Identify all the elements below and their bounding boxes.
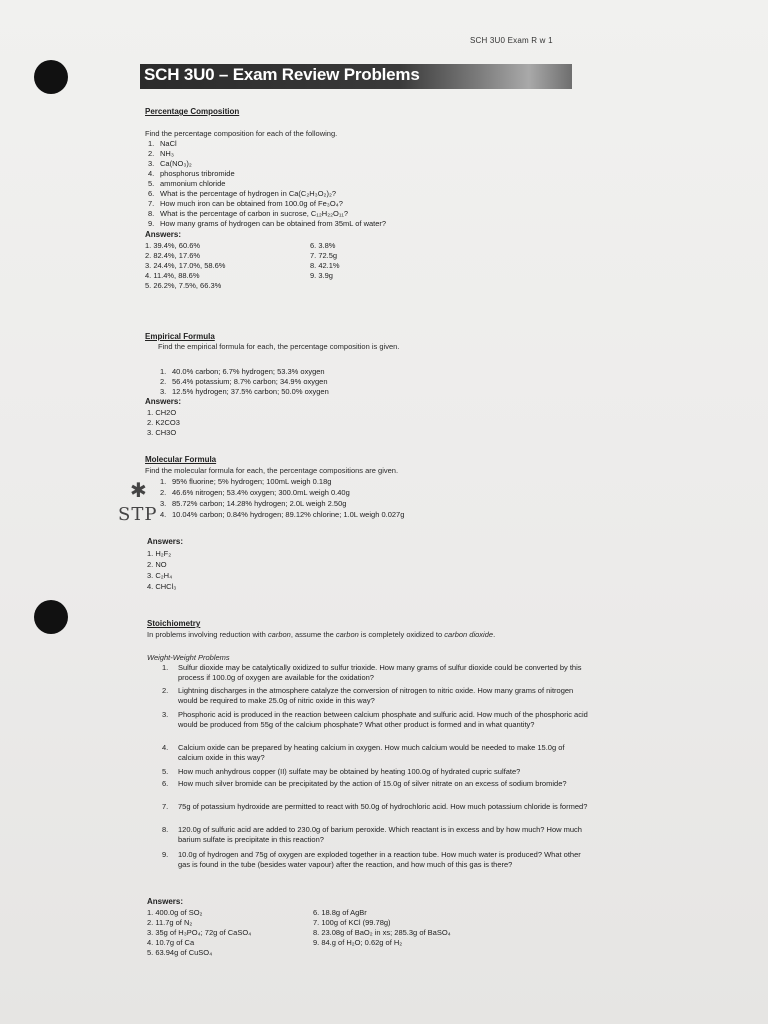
list-num: 5. — [162, 767, 169, 776]
answer: 4. 10.7g of Ca — [147, 938, 195, 947]
stoich-answers-label: Answers: — [147, 897, 184, 906]
answer: 3. C₂H₄ — [147, 571, 173, 580]
title-banner — [140, 64, 572, 89]
stoich-heading: Stoichiometry — [147, 619, 201, 628]
answer: 7. 100g of KCl (99.78g) — [313, 918, 391, 927]
stoich-subheading: Weight-Weight Problems — [147, 653, 230, 662]
stoich-intro: In problems involving reduction with carbon, assume the carbon is completely oxidized to carbon dioxide. — [147, 630, 496, 639]
empirical-intro: Find the empirical formula for each, the percentage composition is given. — [158, 342, 400, 351]
list-item: 7. How much iron can be obtained from 100.0g of Fe₃O₄? — [148, 199, 343, 208]
list-item: 2. NH₃ — [148, 149, 174, 158]
list-item: How much anhydrous copper (II) sulfate may be obtained by heating 100.0g of hydrated cupric sulfate? — [178, 767, 521, 776]
answer: 9. 3.9g — [310, 271, 333, 280]
handwritten-stp-note: STP — [118, 504, 158, 525]
page-title: SCH 3U0 – Exam Review Problems — [144, 65, 420, 84]
percentage-answers-label: Answers: — [145, 230, 182, 239]
list-item: 2. 56.4% potassium; 8.7% carbon; 34.9% oxygen — [160, 377, 328, 386]
answer: 2. K2CO3 — [147, 418, 180, 427]
punch-hole-top — [34, 60, 68, 94]
list-num: 2. — [162, 686, 169, 695]
list-item: 1. NaCl — [148, 139, 177, 148]
list-item: 4. phosphorus tribromide — [148, 169, 235, 178]
list-item: 3. 12.5% hydrogen; 37.5% carbon; 50.0% oxygen — [160, 387, 329, 396]
list-item: Lightning discharges in the atmosphere catalyze the conversion of nitrogen to nitric oxide. How many grams of nitrogen would be required to make 25.0g of nitric oxide in this way? — [178, 686, 574, 705]
list-item: 9. How many grams of hydrogen can be obtained from 35mL of water? — [148, 219, 387, 228]
answer: 8. 42.1% — [310, 261, 340, 270]
list-item: 3. Ca(NO₃)₂ — [148, 159, 192, 168]
running-title: SCH 3U0 Exam R w 1 — [470, 36, 553, 45]
list-item: 5. ammonium chloride — [148, 179, 226, 188]
answer: 2. 82.4%, 17.6% — [145, 251, 201, 260]
list-item: Calcium oxide can be prepared by heating calcium in oxygen. How much calcium would be needed to make 15.0g of calcium oxide in this way? — [178, 743, 565, 762]
list-num: 6. — [162, 779, 169, 788]
list-num: 3. — [162, 710, 169, 719]
answer: 7. 72.5g — [310, 251, 338, 260]
answer: 5. 63.94g of CuSO₄ — [147, 948, 213, 957]
list-item: 120.0g of sulfuric acid are added to 230.0g of barium peroxide. Which reactant is in excess and by how much? How much barium sulfate is precipitate in this reaction? — [178, 825, 582, 844]
empirical-answers-label: Answers: — [145, 397, 182, 406]
list-num: 4. — [162, 743, 169, 752]
answer: 6. 18.8g of AgBr — [313, 908, 367, 917]
molecular-answers-label: Answers: — [147, 537, 184, 546]
answer: 4. 11.4%, 88.6% — [145, 271, 200, 280]
handwritten-star-mark: ✱ — [130, 478, 147, 502]
answer: 8. 23.08g of BaO₂ in xs; 285.3g of BaSO₄ — [313, 928, 451, 937]
percentage-intro: Find the percentage composition for each of the following. — [145, 129, 338, 138]
list-item: How much silver bromide can be precipitated by the action of 15.0g of silver nitrate on an excess of sodium bromide? — [178, 779, 567, 788]
list-item: 10.0g of hydrogen and 75g of oxygen are exploded together in a reaction tube. How much water is produced? What other gas is found in the tube (besides water vapour) after the reaction, and how much of this gas is there? — [178, 850, 581, 869]
answer: 1. H₂F₂ — [147, 549, 172, 558]
answer: 2. 11.7g of N₂ — [147, 918, 193, 927]
answer: 2. NO — [147, 560, 167, 569]
answer: 3. 24.4%, 17.0%, 58.6% — [145, 261, 226, 270]
answer: 1. CH2O — [147, 408, 177, 417]
list-item: 1. 40.0% carbon; 6.7% hydrogen; 53.3% oxygen — [160, 367, 325, 376]
list-item: 2. 46.6% nitrogen; 53.4% oxygen; 300.0mL weigh 0.40g — [160, 488, 350, 497]
list-item: 6. What is the percentage of hydrogen in Ca(C₂H₃O₂)₂? — [148, 189, 337, 198]
list-num: 1. — [162, 663, 169, 672]
list-item: Sulfur dioxide may be catalytically oxidized to sulfur trioxide. How many grams of sulfur dioxide could be converted by this process if 100.0g of oxygen are available for the oxidation? — [178, 663, 582, 682]
list-item: 1. 95% fluorine; 5% hydrogen; 100mL weigh 0.18g — [160, 477, 332, 486]
list-item: Phosphoric acid is produced in the reaction between calcium phosphate and sulfuric acid. How much of the phosphoric acid would be produced from 55g of the calcium phosphate? What other product is formed and in what quantity? — [178, 710, 588, 729]
answer: 4. CHCl₃ — [147, 582, 177, 591]
punch-hole-middle — [34, 600, 68, 634]
answer: 3. 35g of H₃PO₄; 72g of CaSO₄ — [147, 928, 252, 937]
answer: 5. 26.2%, 7.5%, 66.3% — [145, 281, 222, 290]
answer: 1. 400.0g of SO₂ — [147, 908, 203, 917]
answer: 3. CH3O — [147, 428, 177, 437]
molecular-intro: Find the molecular formula for each, the percentage compositions are given. — [145, 466, 399, 475]
list-num: 7. — [162, 802, 169, 811]
list-num: 8. — [162, 825, 169, 834]
answer: 9. 84.g of H₂O; 0.62g of H₂ — [313, 938, 403, 947]
molecular-heading: Molecular Formula — [145, 455, 217, 464]
answer: 6. 3.8% — [310, 241, 336, 250]
list-item: 4. 10.04% carbon; 0.84% hydrogen; 89.12% chlorine; 1.0L weigh 0.027g — [160, 510, 405, 519]
percentage-heading: Percentage Composition — [145, 107, 240, 116]
list-item: 8. What is the percentage of carbon in sucrose, C₁₂H₂₂O₁₁? — [148, 209, 349, 218]
list-num: 9. — [162, 850, 169, 859]
answer: 1. 39.4%, 60.6% — [145, 241, 201, 250]
list-item: 3. 85.72% carbon; 14.28% hydrogen; 2.0L weigh 2.50g — [160, 499, 347, 508]
list-item: 75g of potassium hydroxide are permitted to react with 50.0g of hydrochloric acid. How much potassium chloride is formed? — [178, 802, 588, 811]
empirical-heading: Empirical Formula — [145, 332, 215, 341]
